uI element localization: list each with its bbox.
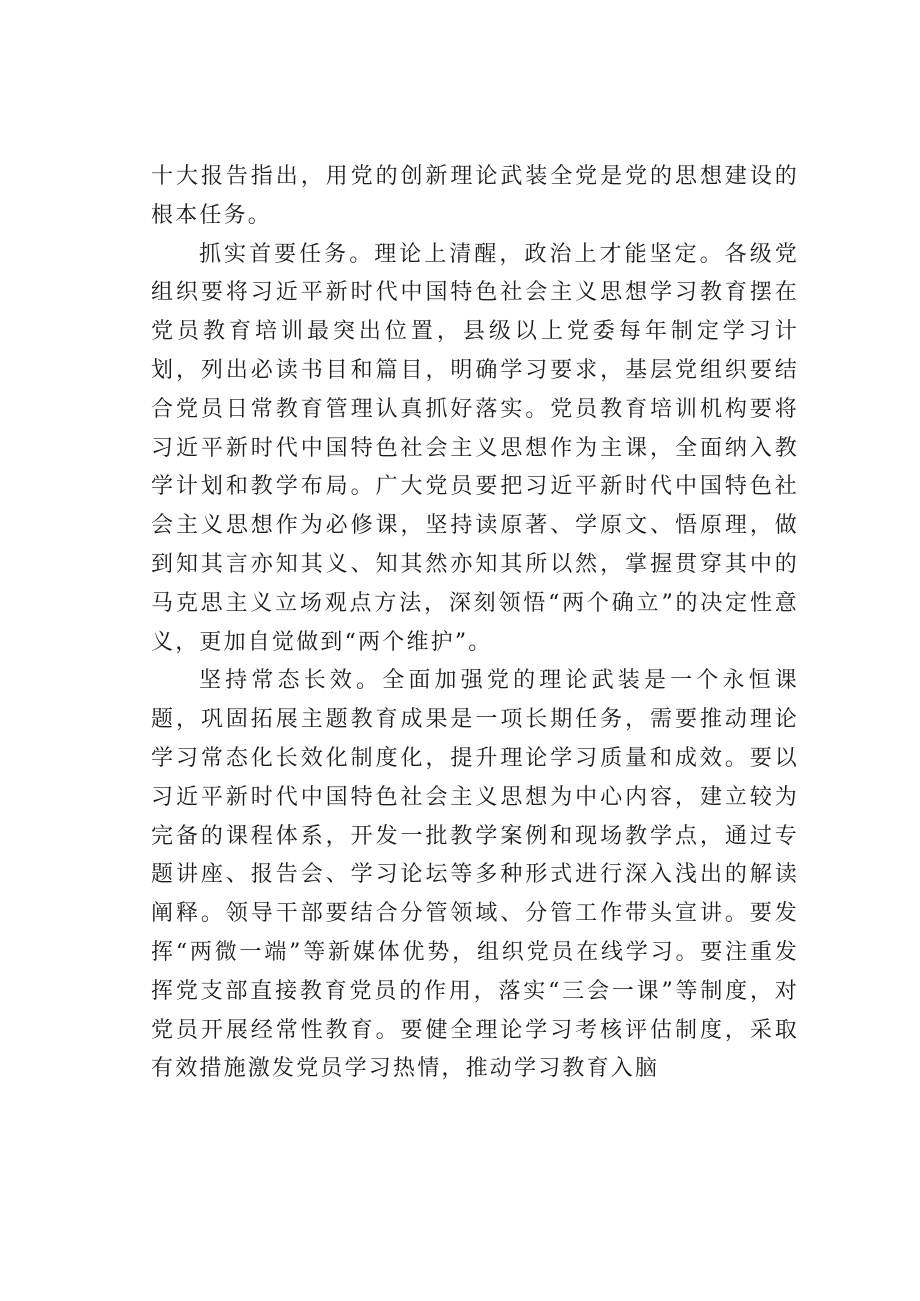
- document-body: [151, 158, 799, 1089]
- paragraph-3: 坚持常态长效。全面加强党的理论武装是一个永恒课题，巩固拓展主题教育成果是一项长期任务，需要推动理论学习常态化长效化制度化，提升理论学习质量和成效。要以习近平新时代中国特色社会主义思想为中心内容，建立较为完备的课程体系，开发一批教学案例和现场教学点，通过专题讲座、报告会、学习论坛等多种形式进行深入浅出的解读阐释。领导干部要结合分管领域、分管工作带头宣讲。要发挥“两微一端”等新媒体优势，组织党员在线学习。要注重发挥党支部直接教育党员的作用，落实“三会一课”等制度，对党员开展经常性教育。要健全理论学习考核评估制度，采取有效措施激发党员学习热情，推动学习教育入脑: [151, 668, 799, 1082]
- paragraph-1: 十大报告指出，用党的创新理论武装全党是党的思想建设的根本任务。: [151, 164, 799, 228]
- paragraph-2: 抓实首要任务。理论上清醒，政治上才能坚定。各级党组织要将习近平新时代中国特色社会主义思想学习教育摆在党员教育培训最突出位置，县级以上党委每年制定学习计划，列出必读书目和篇目，明确学习要求，基层党组织要结合党员日常教育管理认真抓好落实。党员教育培训机构要将习近平新时代中国特色社会主义思想作为主课，全面纳入教学计划和教学布局。广大党员要把习近平新时代中国特色社会主义思想作为必修课，坚持读原著、学原文、悟原理，做到知其言亦知其义、知其然亦知其所以然，掌握贯穿其中的马克思主义立场观点方法，深刻领悟“两个确立”的决定性意义，更加自觉做到“两个维护”。: [151, 241, 799, 655]
